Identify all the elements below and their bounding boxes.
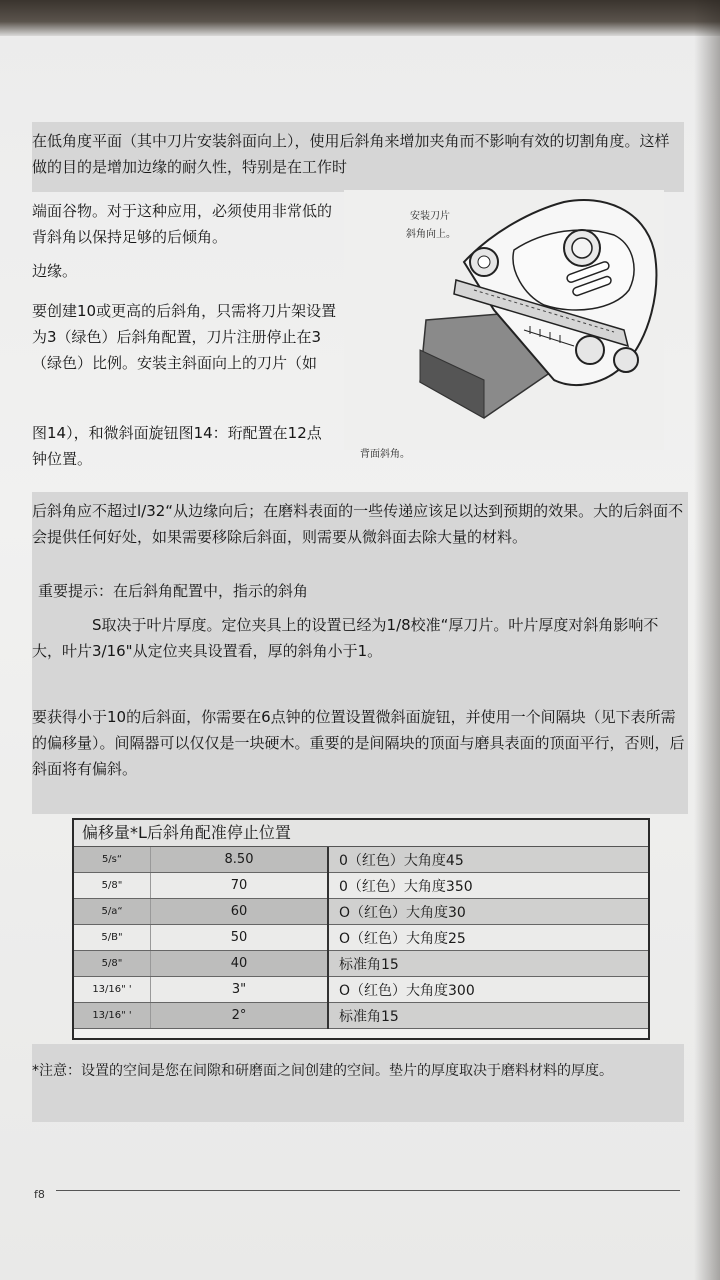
paragraph-text: 端面谷物。对于这种应用，必须使用非常低的背斜角以保持足够的后倾角。 xyxy=(32,202,333,246)
offset-size-cell: 5/8" xyxy=(74,951,151,977)
jig-illustration xyxy=(344,190,664,450)
paragraph-spacer-block xyxy=(32,688,688,814)
paragraph-edge xyxy=(32,258,342,286)
table-row xyxy=(74,873,648,899)
paragraph-text: S取决于叶片厚度。定位夹具上的设置已经为1/8校准“厚刀片。叶片厚度对斜角影响不大，叶片3/16"从定位夹具设置看，厚的斜角小于1。 xyxy=(32,616,659,660)
angle-value-cell: 3" xyxy=(151,977,329,1003)
caption-bevel-up-2: 斜角向上。 xyxy=(406,229,456,240)
table-row xyxy=(74,847,648,873)
table-row xyxy=(74,899,648,925)
table-row xyxy=(74,977,648,1003)
stop-position-cell: O（红色）大角度25 xyxy=(328,925,648,951)
table-row xyxy=(74,951,648,977)
paragraph-text: 图14），和微斜面旋钮图14：珩配置在12点钟位置。 xyxy=(32,424,322,468)
angle-value-cell: 40 xyxy=(151,951,329,977)
paragraph-text: *注意：设置的空间是您在间隙和研磨面之间创建的空间。垫片的厚度取决于磨料材料的厚度。 xyxy=(32,1063,613,1079)
paragraph-important-note xyxy=(32,572,688,688)
offset-size-cell: 13/16" ' xyxy=(74,1003,151,1029)
angle-value-cell: 50 xyxy=(151,925,329,951)
paragraph-text: 要创建10或更高的后斜角，只需将刀片架设置为3（绿色）后斜角配置，刀片注册停止在3（绿色）比例。安装主斜面向上的刀片（如 xyxy=(32,302,337,372)
offset-table-grid xyxy=(74,847,648,1029)
important-note-heading: 重要提示：在后斜角配置中，指示的斜角 xyxy=(38,582,309,600)
offset-size-cell: 5/a“ xyxy=(74,899,151,925)
stop-position-cell: O（红色）大角度300 xyxy=(328,977,648,1003)
offset-size-cell: 13/16" ' xyxy=(74,977,151,1003)
paragraph-text: 在低角度平面（其中刀片安装斜面向上），使用后斜角来增加夹角而不影响有效的切割角度。这样做的目的是增加边缘的耐久性，特别是在工作时 xyxy=(32,132,670,176)
stop-position-cell: 标准角15 xyxy=(328,1003,648,1029)
paragraph-text: 后斜角应不超过l/32“从边缘向后；在磨料表面的一些传递应该足以达到预期的效果。大的后斜面不会提供任何好处，如果需要移除后斜面，则需要从微斜面去除大量的材料。 xyxy=(32,502,684,546)
photo-background-top xyxy=(0,0,720,36)
stop-position-cell: O（红色）大角度30 xyxy=(328,899,648,925)
paragraph-create-back-bevel xyxy=(32,298,342,406)
caption-bevel-up-1: 安装刀片 xyxy=(410,211,450,222)
paragraph-figure-ref xyxy=(32,420,332,468)
paragraph-text: 要获得小于10的后斜面，你需要在6点钟的位置设置微斜面旋钮，并使用一个间隔块（见下表所需的偏移量）。间隔器可以仅仅是一块硬木。重要的是间隔块的顶面与磨具表面的顶面平行，否则，后斜面将有偏斜。 xyxy=(32,708,685,778)
footer-rule xyxy=(56,1190,680,1191)
offset-size-cell: 5/8" xyxy=(74,873,151,899)
photo-background-right xyxy=(694,0,720,1280)
paragraph-text: 边缘。 xyxy=(32,262,78,280)
offset-size-cell: 5/s“ xyxy=(74,847,151,873)
footnote xyxy=(32,1044,684,1122)
offset-table xyxy=(72,818,650,1040)
paragraph-low-angle xyxy=(32,122,684,192)
stop-position-cell: 标准角15 xyxy=(328,951,648,977)
jig-drawing xyxy=(344,190,664,450)
caption-back-bevel: 背面斜角。 xyxy=(360,449,410,460)
angle-value-cell: 60 xyxy=(151,899,329,925)
stop-position-cell: 0（红色）大角度350 xyxy=(328,873,648,899)
angle-value-cell: 8.50 xyxy=(151,847,329,873)
paragraph-back-bevel-limit xyxy=(32,492,688,574)
offset-size-cell: 5/B" xyxy=(74,925,151,951)
table-title: 偏移量*L后斜角配准停止位置 xyxy=(74,820,648,847)
page-number: f8 xyxy=(34,1188,45,1201)
angle-value-cell: 2° xyxy=(151,1003,329,1029)
table-row xyxy=(74,1003,648,1029)
paragraph-end-grain xyxy=(32,198,342,256)
angle-value-cell: 70 xyxy=(151,873,329,899)
stop-position-cell: 0（红色）大角度45 xyxy=(328,847,648,873)
table-row xyxy=(74,925,648,951)
